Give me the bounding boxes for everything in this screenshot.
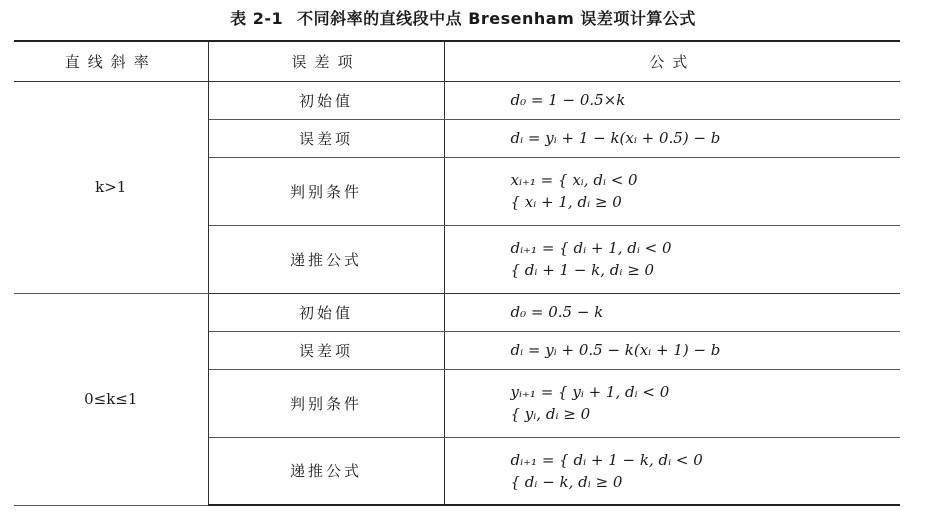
item-cell: 判别条件 [208,369,444,437]
table-caption [0,6,926,29]
table-number: 表 2-1 [230,9,284,28]
formula-line: yᵢ₊₁ = { yᵢ + 1, dᵢ < 0 [510,383,670,401]
formula-cell [444,225,900,293]
header-error-term: 误差项 [208,41,444,81]
table-row [14,293,900,331]
formula-table [14,40,900,506]
formula-line: { dᵢ + 1 − k, dᵢ ≥ 0 [510,261,655,279]
formula-line: d₀ = 0.5 − k [510,303,604,321]
formula-line: dᵢ = yᵢ + 0.5 − k(xᵢ + 1) − b [510,341,721,359]
formula-line: xᵢ₊₁ = { xᵢ, dᵢ < 0 [510,171,638,189]
table-title: 不同斜率的直线段中点 Bresenham 误差项计算公式 [297,9,696,28]
item-cell: 判别条件 [208,157,444,225]
table-row [14,81,900,119]
formula-line: { dᵢ − k, dᵢ ≥ 0 [510,472,623,491]
item-cell: 误差项 [208,331,444,369]
slope-cell: k>1 [14,81,208,293]
formula-cell [444,293,900,331]
slope-cell: 0≤k≤1 [14,293,208,505]
item-cell: 误差项 [208,119,444,157]
formula-line: dᵢ₊₁ = { dᵢ + 1, dᵢ < 0 [510,239,672,257]
formula-cell [444,81,900,119]
formula-line: dᵢ₊₁ = { dᵢ + 1 − k, dᵢ < 0 [510,450,703,469]
item-cell: 递推公式 [208,437,444,505]
header-formula: 公式 [444,41,900,81]
formula-cell [444,119,900,157]
formula-line: { yᵢ, dᵢ ≥ 0 [510,405,591,423]
formula-line: { xᵢ + 1, dᵢ ≥ 0 [510,193,622,211]
formula-cell [444,331,900,369]
formula-line: dᵢ = yᵢ + 1 − k(xᵢ + 0.5) − b [510,129,721,147]
header-row [14,41,900,81]
formula-cell [444,157,900,225]
item-cell: 初始值 [208,81,444,119]
formula-cell [444,369,900,437]
item-cell: 递推公式 [208,225,444,293]
header-slope: 直线斜率 [14,41,208,81]
formula-cell [444,437,900,505]
formula-line: d₀ = 1 − 0.5×k [510,91,626,109]
item-cell: 初始值 [208,293,444,331]
